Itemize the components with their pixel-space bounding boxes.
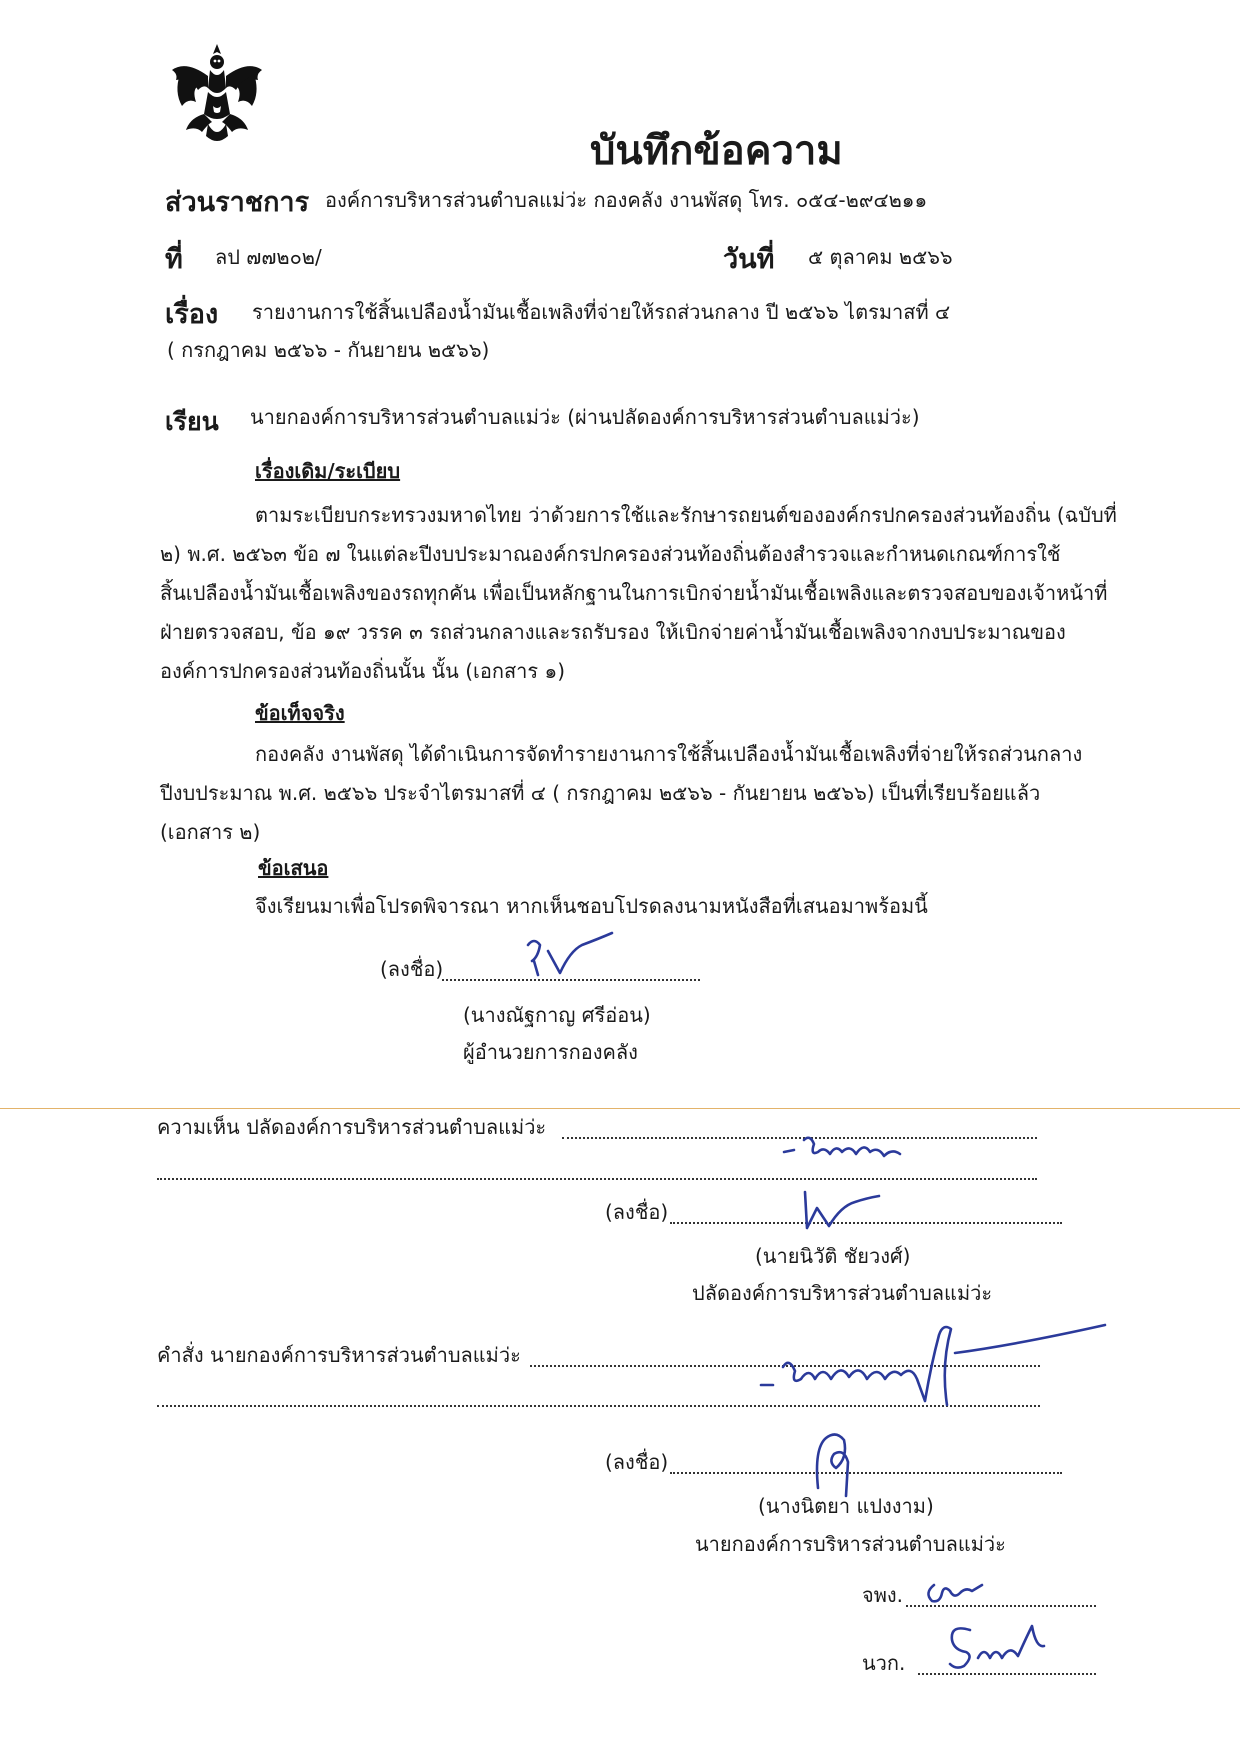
signer-1-name: (นางณัฐกาญ ศรีอ่อน) xyxy=(463,1003,651,1027)
order-sign-label: (ลงชื่อ) xyxy=(605,1450,669,1474)
background-line-3: สิ้นเปลืองน้ำมันเชื้อเพลิงของรถทุกคัน เพื่อเป็นหลักฐานในการเบิกจ่ายน้ำมันเชื้อเพลิงและตรวจสอบของเจ้าหน้าที่ xyxy=(160,581,1108,605)
ref-value: ลป ๗๗๒๐๒/ xyxy=(215,245,322,269)
opinion-position: ปลัดองค์การบริหารส่วนตำบลแม่ว่ะ xyxy=(692,1281,993,1305)
date-label: วันที่ xyxy=(723,244,775,275)
memo-title: บันทึกข้อความ xyxy=(590,128,843,174)
background-line-5: องค์การปกครองส่วนท้องถิ่นนั้น นั้น (เอกสาร ๑) xyxy=(160,659,565,683)
facts-line-2: ปีงบประมาณ พ.ศ. ๒๕๖๖ ประจำไตรมาสที่ ๔ ( กรกฎาคม ๒๕๖๖ - กันยายน ๒๕๖๖) เป็นที่เรียบร้อยแล้ว xyxy=(160,781,1041,805)
facts-line-1: กองคลัง งานพัสดุ ได้ดำเนินการจัดทำรายงานการใช้สิ้นเปลืองน้ำมันเชื้อเพลิงที่จ่ายให้รถส่วนกลาง xyxy=(255,742,1083,766)
date-value: ๕ ตุลาคม ๒๕๖๖ xyxy=(808,245,953,269)
order-position: นายกองค์การบริหารส่วนตำบลแม่ว่ะ xyxy=(695,1532,1006,1556)
to-label: เรียน xyxy=(165,407,219,436)
subject-line-1: รายงานการใช้สิ้นเปลืองน้ำมันเชื้อเพลิงที่จ่ายให้รถส่วนกลาง ปี ๒๕๖๖ ไตรมาสที่ ๔ xyxy=(252,300,951,324)
facts-heading: ข้อเท็จจริง xyxy=(255,701,345,725)
opinion-line-2 xyxy=(157,1178,1037,1180)
checker-initials xyxy=(940,1618,1050,1674)
background-line-4: ฝ่ายตรวจสอบ, ข้อ ๑๙ วรรค ๓ รถส่วนกลางและรถรับรอง ให้เบิกจ่ายค่าน้ำมันเชื้อเพลิงจากงบประมาณของ xyxy=(160,620,1066,644)
agency-value: องค์การบริหารส่วนตำบลแม่ว่ะ กองคลัง งานพัสดุ โทร. ๐๕๔-๒๙๔๒๑๑ xyxy=(325,188,928,212)
typist-initials xyxy=(920,1575,990,1607)
agency-label: ส่วนราชการ xyxy=(165,187,310,218)
proposal-line: จึงเรียนมาเพื่อโปรดพิจารณา หากเห็นชอบโปรดลงนามหนังสือที่เสนอมาพร้อมนี้ xyxy=(255,894,928,918)
facts-line-3: (เอกสาร ๒) xyxy=(160,820,261,844)
opinion-name: (นายนิวัติ ชัยวงศ์) xyxy=(755,1244,911,1268)
opinion-handwriting xyxy=(780,1130,910,1175)
to-value: นายกองค์การบริหารส่วนตำบลแม่ว่ะ (ผ่านปลัดองค์การบริหารส่วนตำบลแม่ว่ะ) xyxy=(250,405,920,429)
order-label: คำสั่ง นายกองค์การบริหารส่วนตำบลแม่ว่ะ xyxy=(157,1343,521,1367)
subject-label: เรื่อง xyxy=(165,299,219,330)
opinion-signature xyxy=(795,1178,885,1238)
order-signature xyxy=(808,1418,868,1500)
opinion-label: ความเห็น ปลัดองค์การบริหารส่วนตำบลแม่ว่ะ xyxy=(157,1115,547,1139)
typist-label: จพง. xyxy=(862,1583,904,1607)
background-heading: เรื่องเดิม/ระเบียบ xyxy=(255,459,401,483)
background-line-1: ตามระเบียบกระทรวงมหาดไทย ว่าด้วยการใช้และรักษารถยนต์ขององค์กรปกครองส่วนท้องถิ่น (ฉบับที่ xyxy=(255,503,1117,527)
sign-label-1: (ลงชื่อ) xyxy=(380,957,444,981)
signer-1-position: ผู้อำนวยการกองคลัง xyxy=(463,1040,638,1064)
garuda-emblem xyxy=(168,40,266,148)
subject-line-2: ( กรกฎาคม ๒๕๖๖ - กันยายน ๒๕๖๖) xyxy=(167,338,490,362)
order-handwriting xyxy=(755,1305,1115,1415)
section-divider xyxy=(0,1108,1240,1109)
ref-label: ที่ xyxy=(165,244,183,275)
signature-1 xyxy=(520,925,620,985)
background-line-2: ๒) พ.ศ. ๒๕๖๓ ข้อ ๗ ในแต่ละปีงบประมาณองค์กรปกครองส่วนท้องถิ่นต้องสำรวจและกำหนดเกณฑ์การใช้ xyxy=(160,542,1061,566)
proposal-heading: ข้อเสนอ xyxy=(258,856,329,880)
checker-label: นวก. xyxy=(862,1651,906,1675)
opinion-sign-label: (ลงชื่อ) xyxy=(605,1200,669,1224)
order-name: (นางนิตยา แปงงาม) xyxy=(758,1494,934,1518)
